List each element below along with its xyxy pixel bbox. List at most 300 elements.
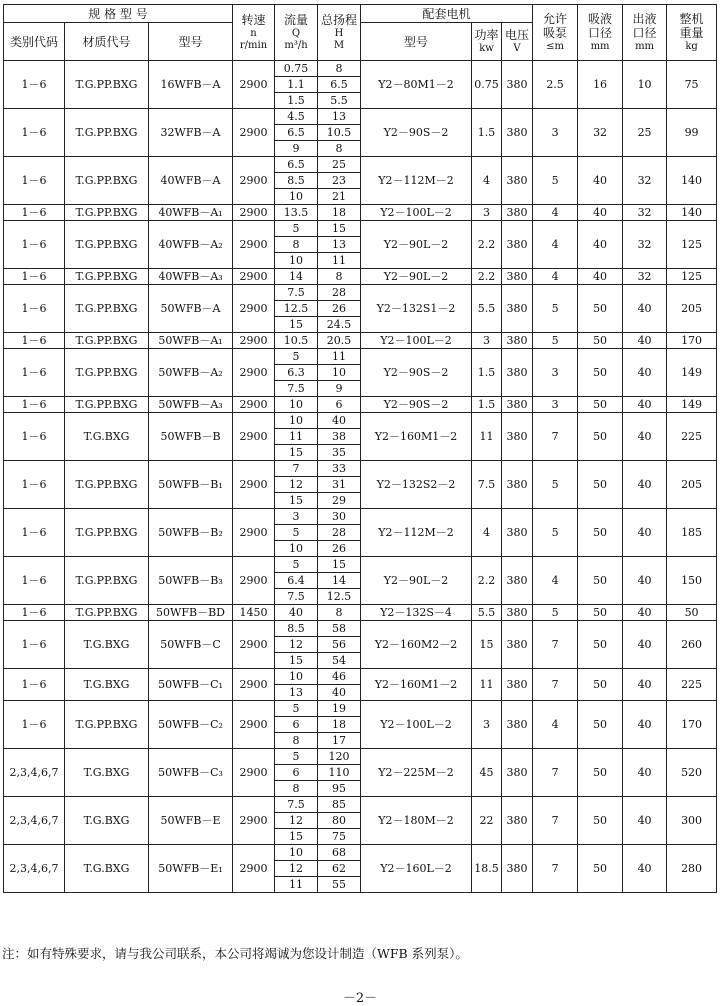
material-code-cell: T.G.PP.BXG	[65, 61, 149, 109]
model-cell: 50WFB－C₁	[149, 669, 233, 701]
category-code-cell: 1－6	[4, 221, 65, 269]
head-cell: 25	[318, 157, 361, 173]
motor-model-cell: Y2－90S－2	[361, 397, 472, 413]
flow-cell: 9	[275, 141, 318, 157]
flow-cell: 7.5	[275, 797, 318, 813]
speed-cell: 2900	[233, 621, 275, 669]
material-code-cell: T.G.PP.BXG	[65, 397, 149, 413]
inlet-cell: 50	[578, 557, 623, 605]
outlet-cell: 40	[623, 285, 667, 333]
inlet-cell: 50	[578, 749, 623, 797]
table-row	[4, 797, 717, 813]
power-cell: 11	[472, 413, 502, 461]
weight-cell: 520	[667, 749, 717, 797]
outlet-cell: 25	[623, 109, 667, 157]
speed-cell: 2900	[233, 205, 275, 221]
head-cell: 55	[318, 877, 361, 893]
inlet-cell: 50	[578, 701, 623, 749]
head-cell: 35	[318, 445, 361, 461]
material-code-cell: T.G.PP.BXG	[65, 221, 149, 269]
inlet-cell: 50	[578, 845, 623, 893]
weight-cell: 75	[667, 61, 717, 109]
motor-model-cell: Y2－90L－2	[361, 221, 472, 269]
outlet-cell: 32	[623, 269, 667, 285]
head-cell: 120	[318, 749, 361, 765]
voltage-cell: 380	[502, 285, 533, 333]
flow-cell: 12.5	[275, 301, 318, 317]
voltage-cell: 380	[502, 605, 533, 621]
flow-cell: 15	[275, 493, 318, 509]
inlet-cell: 50	[578, 285, 623, 333]
inlet-cell: 50	[578, 621, 623, 669]
head-cell: 28	[318, 285, 361, 301]
motor-model-cell: Y2－112M－2	[361, 157, 472, 205]
weight-cell: 280	[667, 845, 717, 893]
flow-cell: 12	[275, 813, 318, 829]
outlet-cell: 40	[623, 509, 667, 557]
outlet-cell: 40	[623, 413, 667, 461]
flow-cell: 5	[275, 221, 318, 237]
flow-cell: 13.5	[275, 205, 318, 221]
table-row	[4, 285, 717, 301]
head-cell: 21	[318, 189, 361, 205]
motor-model-cell: Y2－90L－2	[361, 557, 472, 605]
inlet-cell: 16	[578, 61, 623, 109]
speed-cell: 2900	[233, 749, 275, 797]
inlet-cell: 50	[578, 397, 623, 413]
suction-cell: 7	[533, 669, 578, 701]
suction-header: 允许 吸泵 ≤m	[533, 5, 578, 61]
flow-cell: 12	[275, 477, 318, 493]
category-code-cell: 1－6	[4, 109, 65, 157]
model-cell: 50WFB－B	[149, 413, 233, 461]
category-code-cell: 1－6	[4, 205, 65, 221]
outlet-cell: 40	[623, 397, 667, 413]
speed-cell: 2900	[233, 157, 275, 205]
head-cell: 8	[318, 61, 361, 77]
speed-cell: 2900	[233, 413, 275, 461]
head-cell: 11	[318, 349, 361, 365]
flow-cell: 1.1	[275, 77, 318, 93]
weight-cell: 205	[667, 285, 717, 333]
power-cell: 1.5	[472, 349, 502, 397]
voltage-cell: 380	[502, 397, 533, 413]
speed-cell: 2900	[233, 461, 275, 509]
inlet-cell: 40	[578, 157, 623, 205]
model-cell: 50WFB－A₁	[149, 333, 233, 349]
head-cell: 29	[318, 493, 361, 509]
power-cell: 4	[472, 157, 502, 205]
table-row	[4, 413, 717, 429]
flow-cell: 11	[275, 877, 318, 893]
suction-cell: 5	[533, 333, 578, 349]
head-cell: 38	[318, 429, 361, 445]
inlet-cell: 40	[578, 269, 623, 285]
head-cell: 85	[318, 797, 361, 813]
material-code-cell: T.G.PP.BXG	[65, 285, 149, 333]
weight-cell: 150	[667, 557, 717, 605]
footnote: 注：如有特殊要求，请与我公司联系，本公司将竭诚为您设计制造（WFB 系列泵）。	[2, 946, 468, 961]
material-code-cell: T.G.BXG	[65, 413, 149, 461]
head-cell: 8	[318, 141, 361, 157]
head-cell: 24.5	[318, 317, 361, 333]
suction-cell: 4	[533, 221, 578, 269]
weight-cell: 140	[667, 157, 717, 205]
motor-model-cell: Y2－160M1－2	[361, 669, 472, 701]
flow-cell: 3	[275, 509, 318, 525]
head-cell: 56	[318, 637, 361, 653]
suction-cell: 7	[533, 621, 578, 669]
power-cell: 22	[472, 797, 502, 845]
voltage-cell: 380	[502, 845, 533, 893]
head-cell: 28	[318, 525, 361, 541]
model-cell: 40WFB－A	[149, 157, 233, 205]
head-cell: 95	[318, 781, 361, 797]
flow-cell: 6.5	[275, 125, 318, 141]
category-code-cell: 1－6	[4, 557, 65, 605]
voltage-cell: 380	[502, 157, 533, 205]
model-cell: 50WFB－E₁	[149, 845, 233, 893]
material-code-cell: T.G.PP.BXG	[65, 461, 149, 509]
motor-model-cell: Y2－90S－2	[361, 109, 472, 157]
outlet-cell: 40	[623, 557, 667, 605]
flow-cell: 10	[275, 189, 318, 205]
inlet-cell: 50	[578, 669, 623, 701]
flow-cell: 1.5	[275, 93, 318, 109]
outlet-cell: 40	[623, 605, 667, 621]
head-cell: 26	[318, 541, 361, 557]
flow-cell: 6.4	[275, 573, 318, 589]
model-cell: 40WFB－A₃	[149, 269, 233, 285]
table-row	[4, 205, 717, 221]
head-cell: 8	[318, 269, 361, 285]
suction-cell: 4	[533, 269, 578, 285]
category-code-cell: 1－6	[4, 701, 65, 749]
material-code-cell: T.G.BXG	[65, 621, 149, 669]
head-cell: 10	[318, 365, 361, 381]
table-row	[4, 845, 717, 861]
table-header	[4, 5, 717, 61]
inlet-cell: 50	[578, 797, 623, 845]
weight-cell: 140	[667, 205, 717, 221]
flow-cell: 10	[275, 397, 318, 413]
outlet-cell: 40	[623, 749, 667, 797]
power-cell: 45	[472, 749, 502, 797]
speed-cell: 2900	[233, 285, 275, 333]
weight-cell: 125	[667, 221, 717, 269]
flow-cell: 40	[275, 605, 318, 621]
power-cell: 3	[472, 701, 502, 749]
table-row	[4, 61, 717, 77]
head-cell: 8	[318, 605, 361, 621]
flow-header: 流量 Q m³/h	[275, 5, 318, 61]
outlet-cell: 40	[623, 349, 667, 397]
flow-cell: 7.5	[275, 285, 318, 301]
flow-cell: 5	[275, 557, 318, 573]
motor-model-cell: Y2－80M1－2	[361, 61, 472, 109]
head-cell: 15	[318, 221, 361, 237]
suction-cell: 2.5	[533, 61, 578, 109]
table-body	[4, 61, 717, 893]
power-cell: 1.5	[472, 109, 502, 157]
outlet-cell: 40	[623, 797, 667, 845]
table-row	[4, 461, 717, 477]
model-cell: 50WFB－A	[149, 285, 233, 333]
table-row	[4, 109, 717, 125]
head-cell: 75	[318, 829, 361, 845]
page-number: －2－	[342, 991, 378, 1006]
head-cell: 30	[318, 509, 361, 525]
motor-model-cell: Y2－112M－2	[361, 509, 472, 557]
model-cell: 50WFB－C	[149, 621, 233, 669]
motor-model-cell: Y2－132S1－2	[361, 285, 472, 333]
model-cell: 40WFB－A₁	[149, 205, 233, 221]
table-row	[4, 333, 717, 349]
weight-cell: 225	[667, 669, 717, 701]
model-cell: 50WFB－A₂	[149, 349, 233, 397]
material-code-cell: T.G.BXG	[65, 845, 149, 893]
flow-cell: 8.5	[275, 173, 318, 189]
head-cell: 80	[318, 813, 361, 829]
flow-cell: 4.5	[275, 109, 318, 125]
speed-cell: 2900	[233, 509, 275, 557]
table-row	[4, 397, 717, 413]
material-code-cell: T.G.PP.BXG	[65, 701, 149, 749]
motor-model-cell: Y2－90L－2	[361, 269, 472, 285]
head-cell: 46	[318, 669, 361, 685]
head-cell: 17	[318, 733, 361, 749]
suction-cell: 5	[533, 157, 578, 205]
power-cell: 1.5	[472, 397, 502, 413]
suction-cell: 4	[533, 701, 578, 749]
head-cell: 23	[318, 173, 361, 189]
weight-cell: 149	[667, 397, 717, 413]
flow-cell: 7	[275, 461, 318, 477]
inlet-cell: 32	[578, 109, 623, 157]
motor-model-cell: Y2－160M1－2	[361, 413, 472, 461]
weight-cell: 260	[667, 621, 717, 669]
model-cell: 50WFB－E	[149, 797, 233, 845]
voltage-cell: 380	[502, 461, 533, 509]
power-cell: 2.2	[472, 269, 502, 285]
speed-cell: 2900	[233, 109, 275, 157]
flow-cell: 10	[275, 413, 318, 429]
model-cell: 50WFB－B₂	[149, 509, 233, 557]
voltage-cell: 380	[502, 797, 533, 845]
category-code-cell: 1－6	[4, 269, 65, 285]
outlet-cell: 40	[623, 621, 667, 669]
motor-model-cell: Y2－225M－2	[361, 749, 472, 797]
head-header: 总扬程 H M	[318, 5, 361, 61]
power-cell: 2.2	[472, 221, 502, 269]
voltage-cell: 380	[502, 669, 533, 701]
category-code-cell: 1－6	[4, 605, 65, 621]
speed-cell: 2900	[233, 701, 275, 749]
voltage-header: 电压 V	[502, 23, 533, 61]
power-cell: 11	[472, 669, 502, 701]
category-code-cell: 1－6	[4, 509, 65, 557]
suction-cell: 5	[533, 605, 578, 621]
power-cell: 5.5	[472, 285, 502, 333]
head-cell: 110	[318, 765, 361, 781]
material-code-cell: T.G.BXG	[65, 669, 149, 701]
inlet-cell: 40	[578, 221, 623, 269]
material-code-cell: T.G.PP.BXG	[65, 269, 149, 285]
suction-cell: 5	[533, 285, 578, 333]
speed-cell: 2900	[233, 845, 275, 893]
weight-cell: 225	[667, 413, 717, 461]
model-cell: 50WFB－C₃	[149, 749, 233, 797]
outlet-cell: 32	[623, 221, 667, 269]
motor-model-cell: Y2－100L－2	[361, 205, 472, 221]
material-code-header: 材质代号	[65, 23, 149, 61]
voltage-cell: 380	[502, 701, 533, 749]
head-cell: 9	[318, 381, 361, 397]
model-cell: 16WFB－A	[149, 61, 233, 109]
flow-cell: 10.5	[275, 333, 318, 349]
flow-cell: 10	[275, 845, 318, 861]
model-header: 型号	[149, 23, 233, 61]
table-row	[4, 269, 717, 285]
table-row	[4, 605, 717, 621]
speed-cell: 2900	[233, 397, 275, 413]
weight-cell: 125	[667, 269, 717, 285]
weight-cell: 185	[667, 509, 717, 557]
suction-cell: 3	[533, 397, 578, 413]
weight-cell: 99	[667, 109, 717, 157]
inlet-header: 吸液 口径 mm	[578, 5, 623, 61]
table-row	[4, 749, 717, 765]
power-cell: 3	[472, 333, 502, 349]
head-cell: 13	[318, 237, 361, 253]
model-cell: 50WFB－BD	[149, 605, 233, 621]
motor-model-cell: Y2－132S－4	[361, 605, 472, 621]
head-cell: 14	[318, 573, 361, 589]
power-cell: 15	[472, 621, 502, 669]
head-cell: 18	[318, 205, 361, 221]
flow-cell: 5	[275, 701, 318, 717]
head-cell: 26	[318, 301, 361, 317]
material-code-cell: T.G.PP.BXG	[65, 109, 149, 157]
suction-cell: 5	[533, 461, 578, 509]
inlet-cell: 50	[578, 333, 623, 349]
motor-group-header: 配套电机	[361, 5, 533, 23]
motor-model-cell: Y2－160L－2	[361, 845, 472, 893]
table-row	[4, 157, 717, 173]
power-cell: 18.5	[472, 845, 502, 893]
head-cell: 6	[318, 397, 361, 413]
suction-cell: 4	[533, 205, 578, 221]
head-cell: 19	[318, 701, 361, 717]
table-row	[4, 669, 717, 685]
outlet-cell: 32	[623, 157, 667, 205]
power-cell: 5.5	[472, 605, 502, 621]
flow-cell: 6	[275, 765, 318, 781]
flow-cell: 13	[275, 685, 318, 701]
flow-cell: 7.5	[275, 589, 318, 605]
voltage-cell: 380	[502, 749, 533, 797]
voltage-cell: 380	[502, 205, 533, 221]
weight-header: 整机 重量 kg	[667, 5, 717, 61]
category-code-cell: 2,3,4,6,7	[4, 797, 65, 845]
speed-cell: 1450	[233, 605, 275, 621]
outlet-cell: 40	[623, 701, 667, 749]
table-row	[4, 557, 717, 573]
motor-model-cell: Y2－132S2－2	[361, 461, 472, 509]
head-cell: 5.5	[318, 93, 361, 109]
voltage-cell: 380	[502, 509, 533, 557]
suction-cell: 4	[533, 557, 578, 605]
speed-cell: 2900	[233, 557, 275, 605]
speed-cell: 2900	[233, 797, 275, 845]
head-cell: 20.5	[318, 333, 361, 349]
flow-cell: 5	[275, 749, 318, 765]
material-code-cell: T.G.PP.BXG	[65, 349, 149, 397]
category-code-cell: 1－6	[4, 461, 65, 509]
weight-cell: 300	[667, 797, 717, 845]
model-cell: 50WFB－A₃	[149, 397, 233, 413]
head-cell: 31	[318, 477, 361, 493]
suction-cell: 3	[533, 349, 578, 397]
flow-cell: 8	[275, 781, 318, 797]
category-code-cell: 1－6	[4, 397, 65, 413]
material-code-cell: T.G.PP.BXG	[65, 157, 149, 205]
table-row	[4, 701, 717, 717]
suction-cell: 7	[533, 413, 578, 461]
category-code-cell: 1－6	[4, 285, 65, 333]
flow-cell: 7.5	[275, 381, 318, 397]
speed-cell: 2900	[233, 669, 275, 701]
weight-cell: 170	[667, 333, 717, 349]
weight-cell: 205	[667, 461, 717, 509]
head-cell: 58	[318, 621, 361, 637]
table-row	[4, 621, 717, 637]
speed-cell: 2900	[233, 333, 275, 349]
flow-cell: 12	[275, 637, 318, 653]
head-cell: 18	[318, 717, 361, 733]
flow-cell: 5	[275, 525, 318, 541]
speed-cell: 2900	[233, 61, 275, 109]
power-cell: 7.5	[472, 461, 502, 509]
head-cell: 68	[318, 845, 361, 861]
flow-cell: 0.75	[275, 61, 318, 77]
table-row	[4, 221, 717, 237]
material-code-cell: T.G.PP.BXG	[65, 205, 149, 221]
flow-cell: 15	[275, 445, 318, 461]
head-cell: 6.5	[318, 77, 361, 93]
head-cell: 11	[318, 253, 361, 269]
flow-cell: 10	[275, 253, 318, 269]
flow-cell: 15	[275, 317, 318, 333]
head-cell: 13	[318, 109, 361, 125]
power-header: 功率 kw	[472, 23, 502, 61]
speed-cell: 2900	[233, 221, 275, 269]
inlet-cell: 40	[578, 205, 623, 221]
suction-cell: 3	[533, 109, 578, 157]
outlet-cell: 10	[623, 61, 667, 109]
motor-model-cell: Y2－90S－2	[361, 349, 472, 397]
inlet-cell: 50	[578, 509, 623, 557]
suction-cell: 5	[533, 509, 578, 557]
material-code-cell: T.G.PP.BXG	[65, 509, 149, 557]
category-code-cell: 2,3,4,6,7	[4, 749, 65, 797]
material-code-cell: T.G.PP.BXG	[65, 605, 149, 621]
weight-cell: 149	[667, 349, 717, 397]
suction-cell: 7	[533, 797, 578, 845]
flow-cell: 15	[275, 829, 318, 845]
voltage-cell: 380	[502, 349, 533, 397]
category-code-cell: 2,3,4,6,7	[4, 845, 65, 893]
